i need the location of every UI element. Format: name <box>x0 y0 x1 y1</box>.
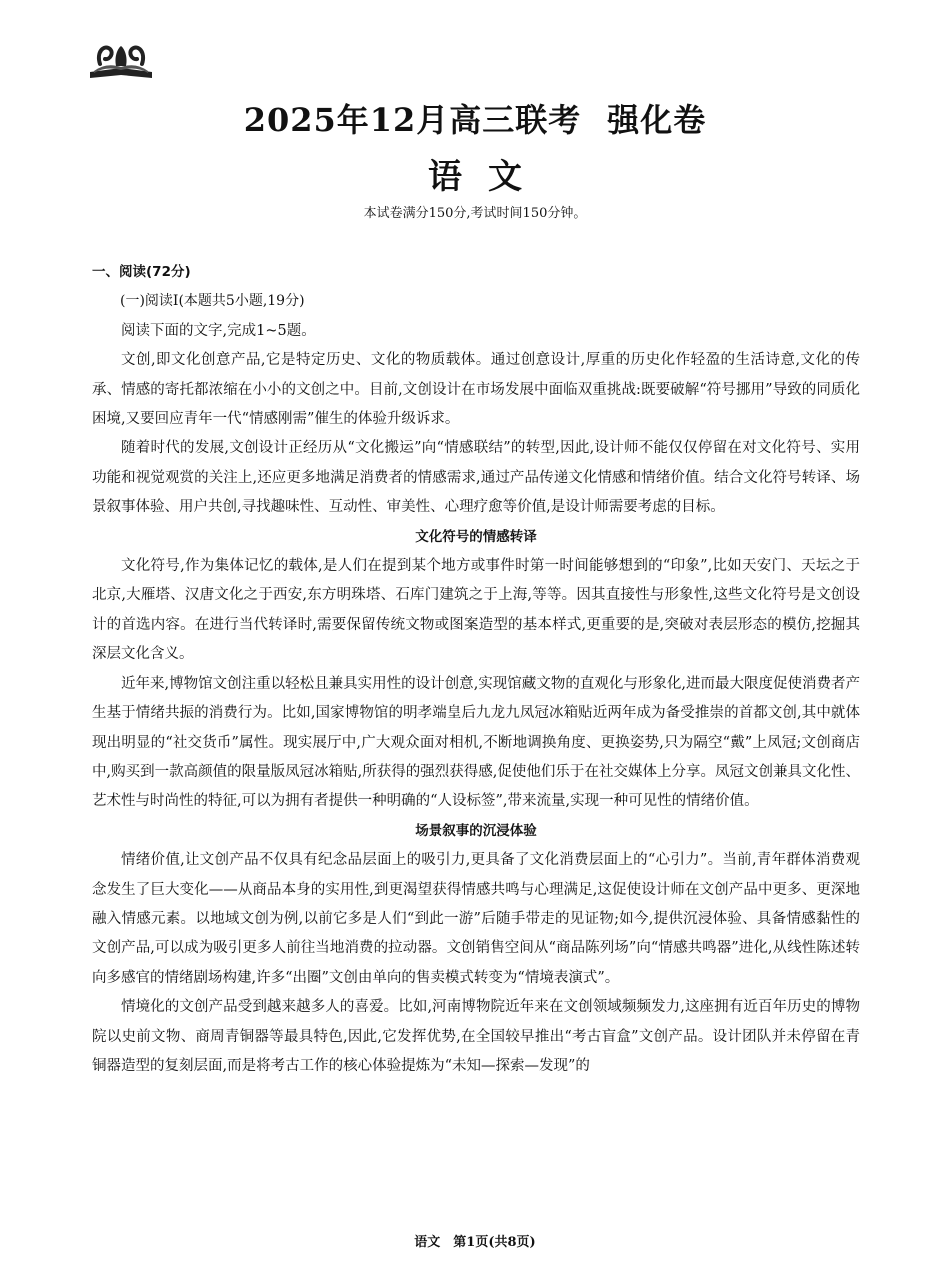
article-paragraph: 文创,即文化创意产品,它是特定历史、文化的物质载体。通过创意设计,厚重的历史化作轻盈的生活诗意,文化的传承、情感的寄托都浓缩在小小的文创之中。目前,文创设计在市场发展中面临双重挑战:既要破解“符号挪用”导致的同质化困境,又要回应青年一代“情感刚需”催生的体验升级诉求。 <box>92 352 860 428</box>
exam-content <box>92 258 860 1081</box>
article-paragraph: 文化符号,作为集体记忆的载体,是人们在提到某个地方或事件时第一时间能够想到的“印象”,比如天安门、天坛之于北京,大雁塔、汉唐文化之于西安,东方明珠塔、石库门建筑之于上海,等等。因其直接性与形象性,这些文化符号是文创设计的首选内容。在进行当代转译时,需要保留传统文物或图案造型的基本样式,更重要的是,突破对表层形态的模仿,挖掘其深层文化含义。 <box>92 558 860 663</box>
exam-note: 本试卷满分150分,考试时间150分钟。 <box>363 206 587 221</box>
page-footer: 语文 第1页(共8页) <box>414 1235 536 1250</box>
exam-title-main: 2025年12月高三联考 <box>243 101 582 139</box>
article-subheading: 场景叙事的沉浸体验 <box>415 822 537 839</box>
open-book-logo-icon <box>88 38 154 80</box>
article-paragraph: 随着时代的发展,文创设计正经历从“文化搬运”向“情感联结”的转型,因此,设计师不能仅仅停留在对文化符号、实用功能和视觉观赏的关注上,还应更多地满足消费者的情感需求,通过产品传递文化情感和情绪价值。结合文化符号转译、场景叙事体验、用户共创,寻找趣味性、互动性、审美性、心理疗愈等价值,是设计师需要考虑的目标。 <box>92 440 860 516</box>
exam-title <box>0 96 950 144</box>
section-heading: 一、阅读(72分) <box>92 264 191 280</box>
article-paragraph: 情境化的文创产品受到越来越多人的喜爱。比如,河南博物院近年来在文创领域频频发力,这座拥有近百年历史的博物院以史前文物、商周青铜器等最具特色,因此,它发挥优势,在全国较早推出“考古盲盒”文创产品。设计团队并未停留在青铜器造型的复刻层面,而是将考古工作的核心体验提炼为“未知—探索—发现”的 <box>92 999 860 1074</box>
article-paragraph: 近年来,博物馆文创注重以轻松且兼具实用性的设计创意,实现馆藏文物的直观化与形象化,进而最大限度促使消费者产生基于情绪共振的消费行为。比如,国家博物馆的明孝端皇后九龙九凤冠冰箱贴近两年成为备受推崇的首都文创,其中就体现出明显的“社交货币”属性。现实展厅中,广大观众面对相机,不断地调换角度、更换姿势,只为隔空“戴”上凤冠;文创商店中,购买到一款高颜值的限量版凤冠冰箱贴,所获得的强烈获得感,促使他们乐于在社交媒体上分享。凤冠文创兼具文化性、艺术性与时尚性的特征,可以为拥有者提供一种明确的“人设标签”,带来流量,实现一种可见性的情绪价值。 <box>92 675 860 810</box>
article-paragraph: 情绪价值,让文创产品不仅具有纪念品层面上的吸引力,更具备了文化消费层面上的“心引力”。当前,青年群体消费观念发生了巨大变化——从商品本身的实用性,到更渴望获得情感共鸣与心理满足,这促使设计师在文创产品中更多、更深地融入情感元素。以地域文创为例,以前它多是人们“到此一游”后随手带走的见证物;如今,提供沉浸体验、具备情感黏性的文创产品,可以成为吸引更多人前往当地消费的拉动器。文创销售空间从“商品陈列场”向“情感共鸣器”进化,从线性陈述转向多感官的情绪剧场构建,许多“出圈”文创由单向的售卖模式转变为“情境表演式”。 <box>92 852 860 986</box>
exam-title-tag: 强化卷 <box>607 101 707 139</box>
subsection-heading: (一)阅读Ⅰ(本题共5小题,19分) <box>120 293 305 310</box>
exam-subject: 语文 <box>428 157 548 197</box>
reading-instruction: 阅读下面的文字,完成1~5题。 <box>121 322 316 339</box>
article-subheading: 文化符号的情感转译 <box>415 528 537 545</box>
